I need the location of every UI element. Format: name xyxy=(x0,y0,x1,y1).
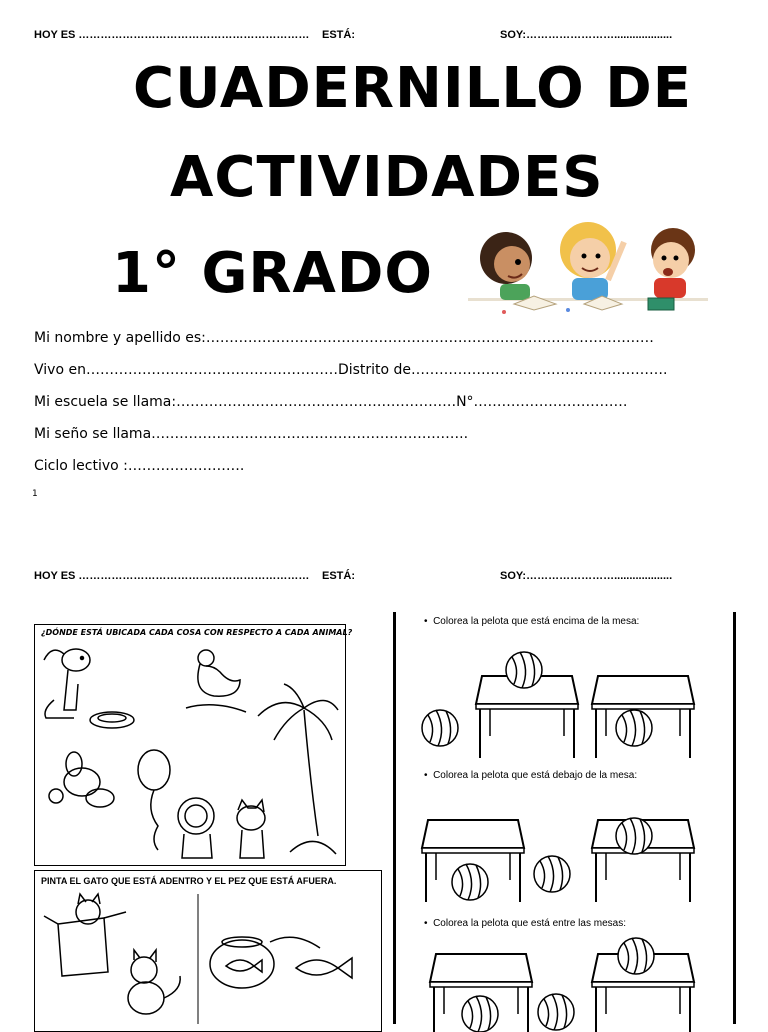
ball-right-2[interactable] xyxy=(616,818,652,854)
teacher-field: Mi seño se llama………………………………………………………….. xyxy=(34,426,469,442)
cat-fish-caption: PINTA EL GATO QUE ESTÁ ADENTRO Y EL PEZ QUE ESTÁ AFUERA. xyxy=(41,876,337,886)
ball-between-3[interactable] xyxy=(538,994,574,1030)
instruction-above xyxy=(424,616,639,627)
cat-fish-illustration xyxy=(34,890,380,1024)
residence-field: Vivo en………………………………………………Distrito de………………………………………………. xyxy=(34,362,668,378)
page-title-line2: ACTIVIDADES xyxy=(170,145,604,210)
header-date: HOY ES ……………………………………………………… xyxy=(34,29,310,41)
instruction-below-text: Colorea la pelota que está debajo de la mesa: xyxy=(433,770,638,781)
header-date-2: HOY ES ……………………………………………………… xyxy=(34,570,310,582)
column-divider-right xyxy=(733,612,736,1024)
instruction-above-text: Colorea la pelota que está encima de la mesa: xyxy=(433,616,640,627)
ball-under-table-3[interactable] xyxy=(462,996,498,1032)
ball-right[interactable] xyxy=(616,710,652,746)
header-identity-2: SOY:……………………................... xyxy=(500,570,673,582)
tables-and-balls-illustration xyxy=(396,640,733,1024)
page-title-line3: 1° GRADO xyxy=(112,241,433,306)
animals-illustration xyxy=(34,640,344,864)
name-field: Mi nombre y apellido es:…………………………………………………………………………………… xyxy=(34,330,654,346)
bullet: • xyxy=(424,770,428,781)
ball-under-table[interactable] xyxy=(452,864,488,900)
bullet: • xyxy=(424,918,428,929)
school-year-field: Ciclo lectivo :……………………. xyxy=(34,458,245,474)
bullet: • xyxy=(424,616,428,627)
ball-on-table[interactable] xyxy=(506,652,542,688)
ball-on-table-3[interactable] xyxy=(618,938,654,974)
header-mood: ESTÁ: xyxy=(322,29,355,41)
children-reading-illustration xyxy=(468,220,708,320)
header-mood-2: ESTÁ: xyxy=(322,570,355,582)
school-field: Mi escuela se llama:……………………………………………………N°…………………………… xyxy=(34,394,628,410)
animals-caption: ¿DÓNDE ESTÁ UBICADA CADA COSA CON RESPECTO A CADA ANIMAL? xyxy=(41,628,353,637)
page-title-line1: CUADERNILLO DE xyxy=(133,56,692,121)
instruction-between-text: Colorea la pelota que está entre las mesas: xyxy=(433,918,626,929)
ball-left[interactable] xyxy=(422,710,458,746)
page-number: 1 xyxy=(32,489,38,499)
ball-between[interactable] xyxy=(534,856,570,892)
header-identity: SOY:……………………................... xyxy=(500,29,673,41)
